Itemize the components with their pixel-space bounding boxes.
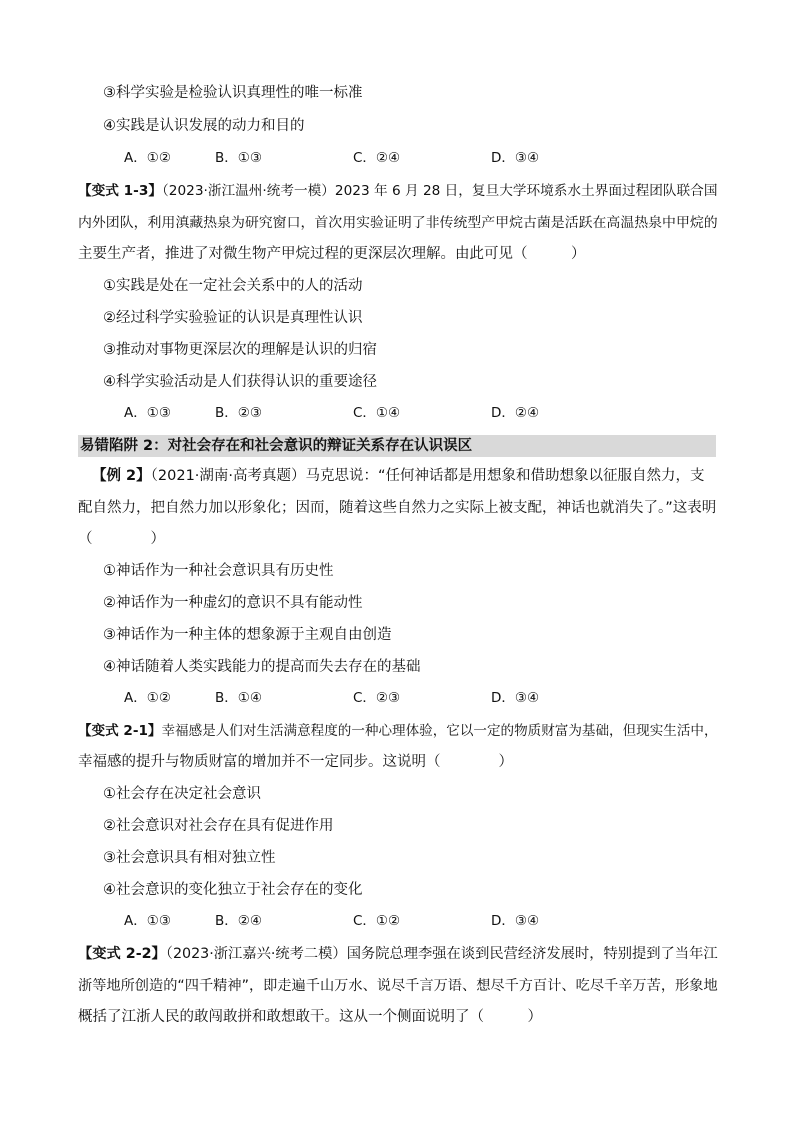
- choice-a: A．①③: [124, 913, 171, 929]
- choice-c: C．①④: [353, 405, 401, 421]
- variant-1-3-option-4: ④科学实验活动是人们获得认识的重要途径: [103, 374, 377, 390]
- variant-2-1-stem-1: 幸福感是人们对生活满意程度的一种心理体验，它以一定的物质财富为基础，但现实生活中，: [161, 723, 718, 739]
- variant-2-1-option-1: ①社会存在决定社会意识: [103, 786, 261, 802]
- example-2-option-1: ①神话作为一种社会意识具有历史性: [103, 563, 334, 579]
- variant-1-3-line-2: 内外团队，利用滇藏热泉为研究窗口，首次用实验证明了非传统型产甲烷古菌是活跃在高温热泉中甲烷的: [78, 215, 718, 231]
- variant-1-3-line-1: [78, 181, 717, 201]
- choice-d: D．③④: [491, 150, 540, 166]
- choice-d: D．②④: [491, 405, 540, 421]
- variant-2-1-line-2: 幸福感的提升与物质财富的增加并不一定同步。这说明（ ）: [78, 754, 513, 770]
- variant-2-2-tag: 【变式 2-2】: [78, 946, 166, 962]
- choice-b: B．①③: [215, 150, 262, 166]
- choice-b: B．②④: [215, 913, 262, 929]
- example-2-line-3: （ ）: [78, 531, 165, 547]
- section-header: [78, 435, 716, 457]
- variant-1-3-line-3: 主要生产者，推进了对微生物产甲烷过程的更深层次理解。由此可见（ ）: [78, 246, 586, 262]
- section-title: 易错陷阱 2：对社会存在和社会意识的辩证关系存在认识误区: [80, 438, 473, 454]
- variant-2-2-line-1: [78, 944, 718, 964]
- variant-2-1-option-4: ④社会意识的变化独立于社会存在的变化: [103, 882, 363, 898]
- variant-2-1-option-2: ②社会意识对社会存在具有促进作用: [103, 818, 334, 834]
- choice-c: C．②④: [353, 150, 401, 166]
- example-2-option-2: ②神话作为一种虚幻的意识不具有能动性: [103, 595, 363, 611]
- variant-2-1-line-1: [78, 721, 718, 741]
- example-2-tag: 【例 2】: [92, 468, 151, 484]
- choice-b: B．②③: [215, 405, 262, 421]
- variant-1-3-option-2: ②经过科学实验验证的认识是真理性认识: [103, 310, 363, 326]
- variant-2-1-tag: 【变式 2-1】: [78, 723, 162, 739]
- example-2-line-2: 配自然力，把自然力加以形象化；因而，随着这些自然力之实际上被支配，神话也就消失了。”这表明: [78, 500, 717, 516]
- choice-a: A．①③: [124, 405, 171, 421]
- q1-3-option-3: ③科学实验是检验认识真理性的唯一标准: [103, 85, 363, 101]
- choice-a: A．①②: [124, 690, 171, 706]
- choice-b: B．①④: [215, 690, 262, 706]
- variant-2-2-stem-1: （2023·浙江嘉兴·统考二模）国务院总理李强在谈到民营经济发展时，特别提到了当年江: [165, 946, 718, 962]
- choice-d: D．③④: [491, 690, 540, 706]
- variant-2-2-line-3: 概括了江浙人民的敢闯敢拼和敢想敢干。这从一个侧面说明了（ ）: [78, 1009, 542, 1025]
- example-2-stem-1: （2021·湖南·高考真题）马克思说：“任何神话都是用想象和借助想象以征服自然力，支: [150, 468, 705, 484]
- variant-2-2-line-2: 浙等地所创造的“四千精神”，即走遍千山万水、说尽千言万语、想尽千方百计、吃尽千辛万苦，形象地: [78, 978, 718, 994]
- choice-a: A．①②: [124, 150, 171, 166]
- variant-2-1-option-3: ③社会意识具有相对独立性: [103, 850, 276, 866]
- example-2-option-4: ④神话随着人类实践能力的提高而失去存在的基础: [103, 659, 421, 675]
- q1-3-option-4: ④实践是认识发展的动力和目的: [103, 118, 305, 134]
- choice-d: D．③④: [491, 913, 540, 929]
- choice-c: C．①②: [353, 913, 401, 929]
- variant-1-3-option-3: ③推动对事物更深层次的理解是认识的归宿: [103, 342, 377, 358]
- variant-1-3-option-1: ①实践是处在一定社会关系中的人的活动: [103, 278, 363, 294]
- example-2-line-1: [92, 466, 705, 486]
- variant-1-3-stem-1: （2023·浙江温州·统考一模）2023 年 6 月 28 日，复旦大学环境系水土界面过程团队联合国: [161, 183, 718, 199]
- choice-c: C．②③: [353, 690, 401, 706]
- variant-1-3-tag: 【变式 1-3】: [78, 183, 162, 199]
- example-2-option-3: ③神话作为一种主体的想象源于主观自由创造: [103, 627, 392, 643]
